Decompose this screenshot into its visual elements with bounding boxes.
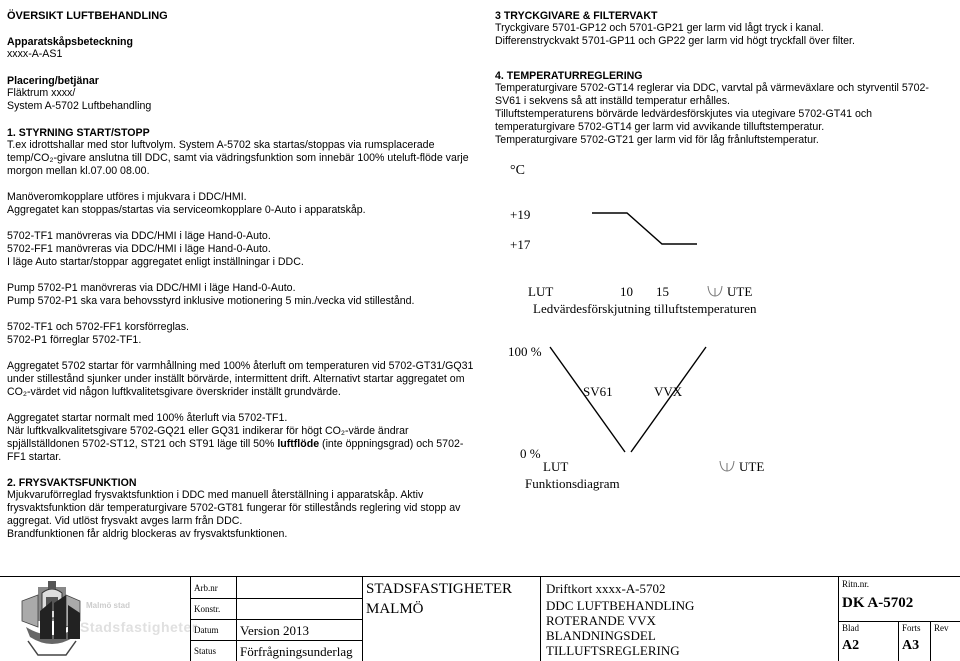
chart2-caption: Funktionsdiagram	[525, 476, 620, 491]
placering-line-2: System A-5702 Luftbehandling	[7, 100, 152, 112]
section-1-para-7-a: Aggregatet startar normalt med 100% återluft via 5702-TF1. När luftkvalkvalitetsgivare 5702-GQ21 eller GQ31 indikerar för högt CO₂-värde ändrar spjällställdonen 5702-ST12, ST21 och ST91 läge till 50%	[7, 412, 409, 450]
logo	[0, 577, 198, 661]
section-1-para-7-c: (inte öppningsgrad) och 5702-FF1 startar.	[7, 438, 464, 463]
page-title: ÖVERSIKT LUFTBEHANDLING	[7, 10, 168, 22]
chart2-y-bottom: 0 %	[520, 446, 541, 461]
chart2-curves	[548, 340, 708, 460]
konstr-label: Konstr.	[194, 604, 221, 614]
right-column	[495, 10, 935, 147]
chart2-label-sv61: SV61	[583, 384, 613, 399]
org-line-2: MALMÖ	[366, 601, 424, 617]
section-3-para: Tryckgivare 5701-GP12 och 5701-GP21 ger larm vid lågt tryck i kanal. Differenstryckvakt 5701-GP11 och GP22 ger larm vid högt tryckfall över filter.	[495, 22, 855, 47]
apparatskap-label: Apparatskåpsbeteckning	[7, 36, 133, 48]
ritn-value: DK A-5702	[842, 595, 914, 611]
org-line-1: STADSFASTIGHETER	[366, 581, 513, 597]
tb-divider	[190, 619, 362, 620]
tb-divider	[838, 577, 839, 661]
section-2-title: 2. FRYSVAKTSFUNKTION	[7, 477, 137, 489]
tb-divider	[898, 621, 899, 661]
blad-label: Blad	[842, 623, 859, 633]
title-block	[0, 576, 960, 661]
chart2-x-right: UTE	[739, 459, 765, 474]
logo-text-2: Stadsfastigheter	[80, 619, 198, 635]
blad-value: A2	[842, 638, 860, 653]
section-1-title: 1. STYRNING START/STOPP	[7, 127, 150, 139]
drift-line-5: TILLUFTSREGLERING	[546, 643, 680, 658]
arb-label: Arb.nr	[194, 583, 218, 593]
section-1-para-2: Manöveromkopplare utföres i mjukvara i DDC/HMI. Aggregatet kan stoppas/startas via serviceomkopplare 0-Auto i apparatskåp.	[7, 191, 366, 216]
tb-divider	[190, 598, 362, 599]
datum-label: Datum	[194, 625, 219, 635]
datum-value: Version 2013	[240, 623, 309, 638]
forts-value: A3	[902, 638, 920, 653]
status-label: Status	[194, 646, 217, 656]
placering-label: Placering/betjänar	[7, 75, 99, 87]
chart1-caption: Ledvärdesförskjutning tilluftstemperaturen	[533, 301, 757, 316]
rev-label: Rev	[934, 623, 949, 633]
drift-line-3: ROTERANDE VVX	[546, 613, 656, 628]
section-1-para-7-bold: luftflöde	[277, 438, 320, 450]
chart1-y-low: +17	[510, 237, 531, 252]
chart2-x-left: LUT	[543, 459, 569, 474]
section-2-para: Mjukvaruförreglad frysvaktsfunktion i DDC med manuell återställning i apparatskåp. Aktiv frysvaktsfunktion där temperaturgivare 5702-GT81 fungerar för stillestånds reglering vid stopp av aggregat. Vid utlöst frysvakt avges larm från DDC. Brandfunktionen får aldrig blockeras av frysvaktsfunktionen.	[7, 489, 461, 540]
status-value: Förfrågningsunderlag	[240, 644, 353, 659]
section-1-para-3: 5702-TF1 manövreras via DDC/HMI i läge Hand-0-Auto. 5702-FF1 manövreras via DDC/HMI i läge Hand-0-Auto. I läge Auto startar/stoppar aggregatet enligt inställningar i DDC.	[7, 230, 304, 268]
chart1-unit: °C	[510, 163, 525, 178]
chart2-label-vvx: VVX	[654, 384, 683, 399]
chart2-wind-icon	[718, 459, 736, 473]
chart1-y-high: +19	[510, 207, 531, 222]
logo-text-1: Malmö stad	[86, 601, 131, 610]
left-column	[7, 10, 477, 541]
section-1-para-1: T.ex idrottshallar med stor luftvolym. System A-5702 ska startas/stoppas via rumsplacerade temp/CO₂-givare anslutna till DDC, samt via vädringsfunktion som innebär 100% uteluft-flöde varje morgon mellan kl.07.00 08.00.	[7, 139, 469, 177]
chart1-x-tick-2: 15	[656, 284, 669, 299]
section-1-para-5: 5702-TF1 och 5702-FF1 korsförreglas. 5702-P1 förreglar 5702-TF1.	[7, 321, 189, 346]
tb-divider	[190, 640, 362, 641]
section-4-para: Temperaturgivare 5702-GT14 reglerar via DDC, varvtal på värmeväxlare och styrventil 5702-SV61 i sekvens så att inställd temperatur erhålles. Tilluftstemperaturens börvärde ledvärdesförskjutes via utegivare 5702-GT41 och temperaturgivare 5702-GT14 ger larm vid avvikande tilluftstemperatur. Temperaturgivare 5702-GT21 ger larm vid för låg frånluftstemperatur.	[495, 82, 929, 146]
section-1-para-6: Aggregatet 5702 startar för varmhållning med 100% återluft om temperaturen vid 5702-GT31/GQ31 under stillestånd sjunker under inställt börvärde, intermittent drift. Alternativt startar aggregatet om CO₂-värdet vid någon luftkvalitetsgivare överskrider inställt grundvärde.	[7, 360, 474, 398]
placering-line-1: Fläktrum xxxx/	[7, 87, 76, 99]
section-1-para-4: Pump 5702-P1 manövreras via DDC/HMI i läge Hand-0-Auto. Pump 5702-P1 ska vara behovsstyrd inklusive motionering 5 min./vecka vid stillestånd.	[7, 282, 415, 307]
chart1-x-left: LUT	[528, 284, 554, 299]
chart1-wind-icon	[706, 284, 724, 298]
section-4-title: 4. TEMPERATURREGLERING	[495, 70, 643, 82]
chart1-x-right: UTE	[727, 284, 753, 299]
drift-line-2: DDC LUFTBEHANDLING	[546, 598, 695, 613]
chart2-y-top: 100 %	[508, 344, 542, 359]
malmo-stad-logo-icon	[40, 595, 80, 639]
forts-label: Forts	[902, 623, 921, 633]
drift-line-4: BLANDNINGSDEL	[546, 628, 656, 643]
section-1-para-7	[7, 412, 477, 464]
ritn-label: Ritn.nr.	[842, 579, 870, 589]
drift-line-1: Driftkort xxxx-A-5702	[546, 581, 666, 596]
tb-divider	[540, 577, 541, 661]
tb-divider	[838, 621, 960, 622]
chart1-curve	[590, 200, 700, 250]
section-3-title: 3 TRYCKGIVARE & FILTERVAKT	[495, 10, 658, 22]
apparatskap-value: xxxx-A-AS1	[7, 48, 63, 60]
chart1-x-tick-1: 10	[620, 284, 633, 299]
tb-divider	[930, 621, 931, 661]
tb-divider	[362, 577, 363, 661]
